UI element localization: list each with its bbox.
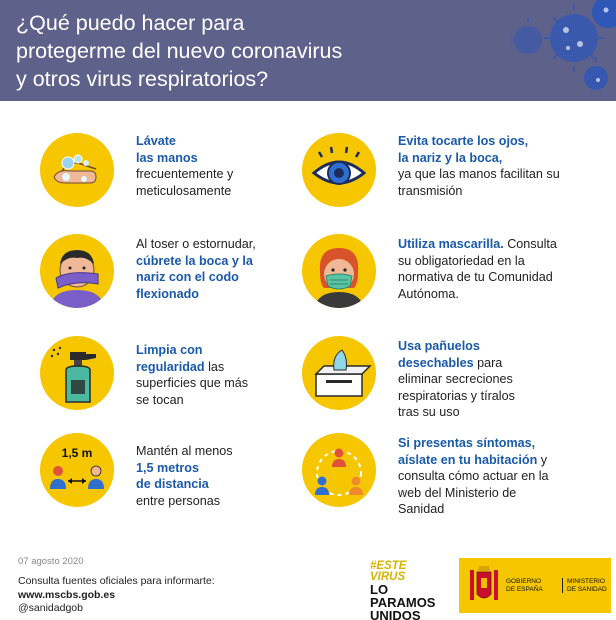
publish-date: 07 agosto 2020 (18, 556, 84, 567)
tip-use-tissues (302, 336, 602, 420)
social-handle[interactable]: @sanidadgob (18, 602, 83, 614)
tip-text (398, 133, 560, 199)
tip-line: flexionado (136, 286, 199, 301)
tip-avoid-face (302, 133, 602, 213)
tip-wash-hands (40, 133, 300, 213)
tip-line-normal: y (537, 452, 548, 467)
slogan-line: PARAMOS (370, 595, 436, 610)
tip-line: entre personas (136, 493, 221, 508)
tip-line: Al toser o estornudar, (136, 237, 256, 251)
tip-line (398, 236, 557, 253)
tip-line: Si presentas síntomas, (398, 436, 536, 450)
tip-text (136, 342, 248, 408)
tip-line-bold: aíslate en tu habitación (398, 452, 538, 467)
website-link[interactable]: www.mscbs.gob.es (18, 588, 116, 601)
tip-line: tras su uso (398, 405, 460, 420)
gov-label-line: GOBIERNO (506, 578, 542, 585)
footer-line: Consulta fuentes oficiales para informarte: (18, 575, 215, 587)
title-line-3: y otros virus respiratorios? (16, 67, 269, 91)
tissue-box-icon (302, 336, 376, 410)
isolation-icon (302, 433, 376, 507)
tip-line: frecuentemente y (136, 167, 234, 182)
virus-illustration-icon (506, 0, 616, 101)
tip-line: Evita tocarte los ojos, (398, 134, 529, 148)
tip-line: Sanidad (398, 502, 445, 517)
tip-clean-surfaces (40, 336, 300, 416)
tip-line-normal: las (204, 359, 225, 374)
tip-line: transmisión (398, 183, 463, 198)
ministry-label-line: DE SANIDAD (567, 585, 607, 593)
tip-line-bold: Utiliza mascarilla. (398, 237, 504, 251)
tip-line: eliminar secreciones (398, 372, 513, 387)
tip-text (398, 236, 557, 302)
slogan-line: VIRUS (370, 571, 406, 583)
gov-label (506, 578, 543, 593)
tip-line-bold: regularidad (136, 359, 205, 374)
tip-line (136, 359, 248, 376)
campaign-slogan-logo (370, 560, 450, 620)
tip-line: la nariz y la boca, (398, 150, 503, 165)
ministry-label-line: MINISTERIO (567, 578, 605, 585)
slogan-hashtag (370, 561, 406, 583)
slogan-line: UNIDOS (370, 608, 421, 620)
distance-label: 1,5 m (61, 446, 93, 460)
distance-icon (40, 433, 114, 507)
tip-line: ya que las manos facilitan su (398, 167, 560, 182)
tip-line: nariz con el codo (136, 270, 239, 285)
ministry-label (562, 578, 607, 593)
gov-label-line: DE ESPAÑA (506, 585, 543, 593)
tip-line: respiratorias y tíralos (398, 388, 515, 403)
tip-cover-sneeze (40, 234, 300, 314)
tip-line: Lávate (136, 134, 176, 148)
tip-line-normal: Consulta (503, 237, 557, 251)
eye-icon (302, 133, 376, 207)
header-banner (0, 0, 616, 101)
tip-text (136, 443, 233, 509)
footer-sources (18, 575, 215, 616)
slogan-line: #ESTE (370, 560, 407, 572)
slogan-text (370, 583, 435, 620)
spray-bottle-icon (40, 336, 114, 410)
hand-wash-icon (40, 133, 114, 207)
title-line-2: protegerme del nuevo coronavirus (16, 39, 343, 63)
title-line-1: ¿Qué puedo hacer para (16, 11, 245, 35)
coat-of-arms-icon (467, 564, 501, 608)
tip-line: Usa pañuelos (398, 339, 480, 353)
tip-line: Mantén al menos (136, 444, 233, 458)
tip-text (398, 435, 549, 518)
tip-line: de distancia (136, 477, 209, 492)
tip-line (398, 452, 549, 469)
tip-self-isolate (302, 433, 602, 523)
tip-line: meticulosamente (136, 183, 232, 198)
tip-line: consulta cómo actuar en la (398, 469, 549, 484)
tip-text (398, 338, 515, 421)
tip-text (136, 133, 233, 199)
tip-line-normal: para (473, 355, 503, 370)
tip-line: superficies que más (136, 376, 248, 391)
tip-line: Limpia con (136, 343, 203, 357)
slogan-line: LO (370, 582, 389, 597)
sneeze-elbow-icon (40, 234, 114, 308)
tip-line: cúbrete la boca y la (136, 253, 253, 268)
tip-line: se tocan (136, 392, 184, 407)
mask-icon (302, 234, 376, 308)
tip-line: su obligatoriedad en la (398, 253, 525, 268)
tip-line: Autónoma. (398, 286, 459, 301)
tip-line: las manos (136, 150, 198, 165)
page-title (16, 9, 456, 93)
tip-line (398, 355, 515, 372)
tip-line-bold: desechables (398, 355, 474, 370)
tip-keep-distance (40, 433, 300, 518)
tip-line: web del Ministerio de (398, 485, 517, 500)
tip-use-mask (302, 234, 602, 314)
tip-text (136, 236, 256, 302)
tip-line: 1,5 metros (136, 460, 199, 475)
government-logo (459, 558, 611, 613)
tip-line: normativa de tu Comunidad (398, 270, 553, 285)
